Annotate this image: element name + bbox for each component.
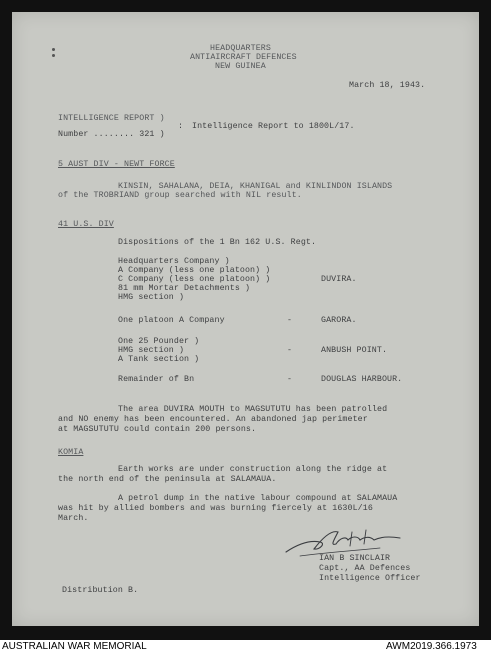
footer-institution: AUSTRALIAN WAR MEMORIAL <box>2 641 147 652</box>
earthworks-paragraph-line-2: the north end of the peninsula at SALAMAUA. <box>58 475 277 484</box>
patrol-paragraph-line-1: The area DUVIRA MOUTH to MAGSUTUTU has been patrolled <box>118 405 388 414</box>
signatory-rank: Capt., AA Defences <box>319 564 411 573</box>
disposition-line: HMG section ) <box>118 346 185 355</box>
disposition-dash: - <box>287 316 293 325</box>
disposition-line: One platoon A Company <box>118 316 225 325</box>
letterhead-line-2: ANTIAIRCRAFT DEFENCES <box>190 53 297 62</box>
section-heading-5-aust-div: 5 AUST DIV - NEWT FORCE <box>58 160 175 169</box>
section-1-text-line-2: of the TROBRIAND group searched with NIL result. <box>58 191 302 200</box>
disposition-line: A Tank section ) <box>118 355 200 364</box>
document-date: March 18, 1943. <box>349 81 426 90</box>
disposition-line: C Company (less one platoon) ) <box>118 275 271 284</box>
section-heading-komia: KOMIA <box>58 448 84 457</box>
signatory-name: IAN B SINCLAIR <box>319 554 391 563</box>
archive-footer <box>0 640 491 653</box>
earthworks-paragraph-line-1: Earth works are under construction along the ridge at <box>118 465 388 474</box>
disposition-line: A Company (less one platoon) ) <box>118 266 271 275</box>
disposition-dash: - <box>287 375 293 384</box>
disposition-location-douglas-harbour: DOUGLAS HARBOUR. <box>321 375 403 384</box>
distribution-line: Distribution B. <box>62 586 139 595</box>
letterhead-line-3: NEW GUINEA <box>215 62 266 71</box>
patrol-paragraph-line-3: at MAGSUTUTU could contain 200 persons. <box>58 425 257 434</box>
section-heading-41-us-div: 41 U.S. DIV <box>58 220 114 229</box>
disposition-line: Headquarters Company ) <box>118 257 230 266</box>
dispositions-intro: Dispositions of the 1 Bn 162 U.S. Regt. <box>118 238 317 247</box>
section-1-text-line-1: KINSIN, SAHALANA, DEIA, KHANIGAL and KINLINDON ISLANDS <box>118 182 393 191</box>
report-label-colon: : <box>178 122 184 131</box>
punch-hole <box>52 48 55 51</box>
patrol-paragraph-line-2: and NO enemy has been encountered. An abandoned jap perimeter <box>58 415 368 424</box>
disposition-dash: - <box>287 346 293 355</box>
report-subject: Intelligence Report to 1800L/17. <box>192 122 355 131</box>
disposition-line: Remainder of Bn <box>118 375 195 384</box>
footer-accession-number: AWM2019.366.1973 <box>386 641 477 652</box>
signatory-title: Intelligence Officer <box>319 574 421 583</box>
petrol-dump-paragraph-line-2: was hit by allied bombers and was burning fiercely at 1630L/16 <box>58 504 373 513</box>
disposition-line: One 25 Pounder ) <box>118 337 200 346</box>
report-number: Number ........ 321 ) <box>58 130 165 139</box>
petrol-dump-paragraph-line-3: March. <box>58 514 89 523</box>
punch-hole <box>52 54 55 57</box>
disposition-location-duvira: DUVIRA. <box>321 275 357 284</box>
disposition-line: HMG section ) <box>118 293 185 302</box>
report-label-line-1: INTELLIGENCE REPORT ) <box>58 114 165 123</box>
petrol-dump-paragraph-line-1: A petrol dump in the native labour compound at SALAMAUA <box>118 494 398 503</box>
disposition-line: 81 mm Mortar Detachments ) <box>118 284 251 293</box>
disposition-location-anbush-point: ANBUSH POINT. <box>321 346 388 355</box>
letterhead-line-1: HEADQUARTERS <box>210 44 271 53</box>
disposition-location-garora: GARORA. <box>321 316 357 325</box>
